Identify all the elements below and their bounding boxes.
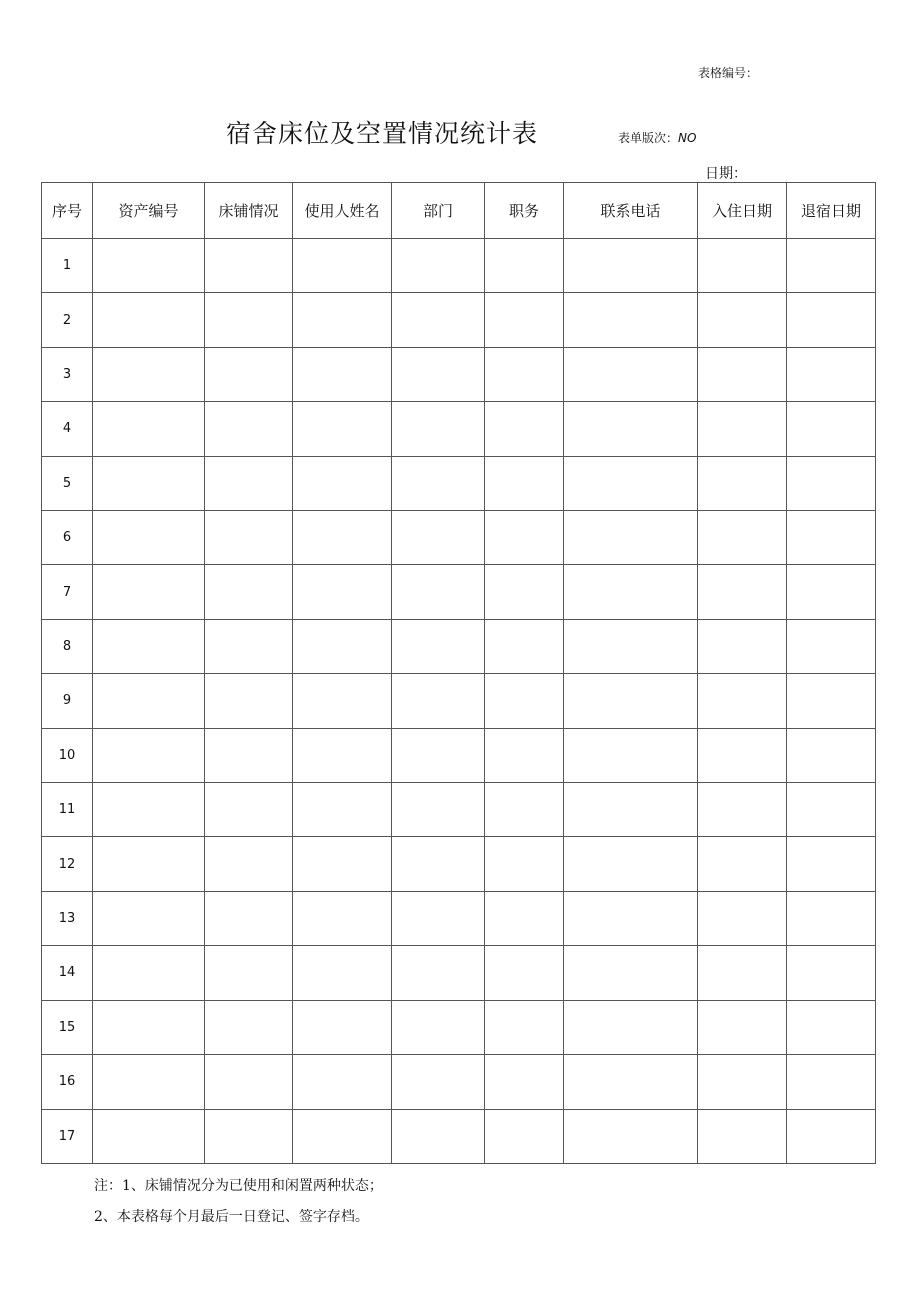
table-cell[interactable]	[698, 946, 787, 1000]
table-cell[interactable]	[293, 402, 392, 456]
table-cell[interactable]	[205, 347, 293, 401]
table-cell[interactable]	[392, 1000, 485, 1054]
page-title: 宿舍床位及空置情况统计表	[226, 119, 539, 148]
table-cell[interactable]	[698, 347, 787, 401]
date-label: 日期：	[705, 166, 747, 182]
table-cell[interactable]	[392, 619, 485, 673]
table-cell[interactable]	[293, 946, 392, 1000]
table-cell[interactable]	[564, 1109, 698, 1164]
table-row	[42, 511, 876, 565]
table-cell[interactable]	[564, 565, 698, 619]
table-row	[42, 293, 876, 347]
table-cell[interactable]	[93, 1000, 205, 1054]
table-cell[interactable]	[698, 293, 787, 347]
table-cell[interactable]	[293, 837, 392, 891]
table-cell[interactable]	[698, 1109, 787, 1164]
table-row	[42, 1055, 876, 1109]
table-cell[interactable]	[485, 1000, 564, 1054]
table-cell[interactable]	[392, 783, 485, 837]
table-cell[interactable]	[293, 456, 392, 510]
row-seq-number: 1	[42, 239, 93, 293]
table-row	[42, 783, 876, 837]
table-row	[42, 1109, 876, 1164]
table-cell[interactable]	[293, 1000, 392, 1054]
table-cell[interactable]	[93, 1055, 205, 1109]
table-cell[interactable]	[392, 293, 485, 347]
table-cell[interactable]	[392, 456, 485, 510]
table-cell[interactable]	[205, 619, 293, 673]
table-cell[interactable]	[564, 891, 698, 945]
table-cell[interactable]	[205, 1055, 293, 1109]
table-cell[interactable]	[564, 946, 698, 1000]
table-cell[interactable]	[205, 728, 293, 782]
table-cell[interactable]	[392, 946, 485, 1000]
row-seq-number: 6	[42, 511, 93, 565]
col-header-checkout-date: 退宿日期	[787, 183, 876, 239]
table-cell[interactable]	[485, 511, 564, 565]
table-cell[interactable]	[93, 456, 205, 510]
table-cell[interactable]	[485, 239, 564, 293]
form-code-label: 表格编号：	[698, 66, 759, 80]
table-cell[interactable]	[698, 402, 787, 456]
table-cell[interactable]	[787, 783, 876, 837]
table-cell[interactable]	[485, 1055, 564, 1109]
table-cell[interactable]	[205, 837, 293, 891]
table-cell[interactable]	[205, 511, 293, 565]
table-cell[interactable]	[787, 1109, 876, 1164]
col-header-position: 职务	[485, 183, 564, 239]
table-cell[interactable]	[485, 891, 564, 945]
table-cell[interactable]	[293, 347, 392, 401]
table-row	[42, 619, 876, 673]
table-cell[interactable]	[293, 293, 392, 347]
notes	[94, 1171, 383, 1233]
table-cell[interactable]	[293, 728, 392, 782]
table-cell[interactable]	[392, 347, 485, 401]
table-cell[interactable]	[787, 402, 876, 456]
table-cell[interactable]	[564, 1000, 698, 1054]
table-cell[interactable]	[392, 511, 485, 565]
table-cell[interactable]	[93, 239, 205, 293]
table-cell[interactable]	[485, 565, 564, 619]
table-cell[interactable]	[392, 674, 485, 728]
table-cell[interactable]	[93, 891, 205, 945]
table-cell[interactable]	[564, 783, 698, 837]
table-cell[interactable]	[787, 1055, 876, 1109]
table-row	[42, 456, 876, 510]
table-cell[interactable]	[564, 1055, 698, 1109]
table-cell[interactable]	[293, 565, 392, 619]
form-version	[618, 129, 696, 146]
table-row	[42, 728, 876, 782]
table-cell[interactable]	[485, 674, 564, 728]
table-cell[interactable]	[698, 891, 787, 945]
table-cell[interactable]	[787, 456, 876, 510]
table-row	[42, 837, 876, 891]
table-cell[interactable]	[93, 728, 205, 782]
table-cell[interactable]	[93, 565, 205, 619]
table-cell[interactable]	[93, 783, 205, 837]
table-cell[interactable]	[698, 511, 787, 565]
table-cell[interactable]	[93, 674, 205, 728]
row-seq-number: 10	[42, 728, 93, 782]
table-cell[interactable]	[392, 1109, 485, 1164]
table-cell[interactable]	[485, 293, 564, 347]
table-cell[interactable]	[698, 1055, 787, 1109]
table-cell[interactable]	[698, 619, 787, 673]
col-header-phone: 联系电话	[564, 183, 698, 239]
col-header-bed-status: 床铺情况	[205, 183, 293, 239]
table-cell[interactable]	[698, 783, 787, 837]
version-label: 表单版次：	[618, 131, 679, 145]
table-cell[interactable]	[564, 837, 698, 891]
row-seq-number: 4	[42, 402, 93, 456]
table-cell[interactable]	[698, 728, 787, 782]
version-value: NO	[678, 131, 697, 145]
table-cell[interactable]	[93, 837, 205, 891]
table-cell[interactable]	[392, 565, 485, 619]
table-cell[interactable]	[698, 565, 787, 619]
col-header-checkin-date: 入住日期	[698, 183, 787, 239]
row-seq-number: 15	[42, 1000, 93, 1054]
row-seq-number: 3	[42, 347, 93, 401]
table-cell[interactable]	[485, 1109, 564, 1164]
row-seq-number: 8	[42, 619, 93, 673]
table-cell[interactable]	[564, 402, 698, 456]
note-line-1: 注：1、床铺情况分为已使用和闲置两种状态；	[94, 1178, 383, 1194]
table-cell[interactable]	[93, 946, 205, 1000]
table-cell[interactable]	[485, 402, 564, 456]
row-seq-number: 14	[42, 946, 93, 1000]
table-row	[42, 946, 876, 1000]
row-seq-number: 7	[42, 565, 93, 619]
table-cell[interactable]	[293, 1109, 392, 1164]
table-cell[interactable]	[698, 674, 787, 728]
table-cell[interactable]	[698, 239, 787, 293]
table-row	[42, 1000, 876, 1054]
table-cell[interactable]	[205, 1000, 293, 1054]
table-cell[interactable]	[93, 293, 205, 347]
table-cell[interactable]	[293, 783, 392, 837]
table-cell[interactable]	[205, 946, 293, 1000]
row-seq-number: 9	[42, 674, 93, 728]
table-cell[interactable]	[392, 728, 485, 782]
table-cell[interactable]	[392, 239, 485, 293]
table-cell[interactable]	[93, 619, 205, 673]
table-row	[42, 347, 876, 401]
table-cell[interactable]	[787, 1000, 876, 1054]
table-cell[interactable]	[293, 619, 392, 673]
table-cell[interactable]	[93, 347, 205, 401]
table-row	[42, 674, 876, 728]
note-line-2: 2、本表格每个月最后一日登记、签字存档。	[94, 1209, 369, 1225]
row-seq-number: 2	[42, 293, 93, 347]
row-seq-number: 12	[42, 837, 93, 891]
table-cell[interactable]	[564, 239, 698, 293]
table-cell[interactable]	[205, 674, 293, 728]
table-cell[interactable]	[787, 674, 876, 728]
table-cell[interactable]	[293, 674, 392, 728]
table-cell[interactable]	[392, 402, 485, 456]
table-cell[interactable]	[293, 511, 392, 565]
table-cell[interactable]	[485, 946, 564, 1000]
table-cell[interactable]	[787, 891, 876, 945]
table-cell[interactable]	[205, 293, 293, 347]
table-row	[42, 565, 876, 619]
row-seq-number: 17	[42, 1109, 93, 1164]
table-row	[42, 402, 876, 456]
table-row	[42, 239, 876, 293]
table-cell[interactable]	[564, 728, 698, 782]
table-cell[interactable]	[698, 1000, 787, 1054]
col-header-user-name: 使用人姓名	[293, 183, 392, 239]
table-cell[interactable]	[205, 402, 293, 456]
table-cell[interactable]	[93, 402, 205, 456]
dormitory-bed-table	[41, 182, 876, 1164]
table-cell[interactable]	[205, 891, 293, 945]
row-seq-number: 11	[42, 783, 93, 837]
table-cell[interactable]	[93, 511, 205, 565]
table-cell[interactable]	[787, 728, 876, 782]
table-cell[interactable]	[564, 347, 698, 401]
table-cell[interactable]	[205, 239, 293, 293]
table-cell[interactable]	[485, 619, 564, 673]
table-cell[interactable]	[205, 456, 293, 510]
table-row	[42, 891, 876, 945]
table-cell[interactable]	[205, 1109, 293, 1164]
table-cell[interactable]	[485, 783, 564, 837]
table-cell[interactable]	[293, 891, 392, 945]
table-cell[interactable]	[485, 728, 564, 782]
table-cell[interactable]	[564, 619, 698, 673]
table-cell[interactable]	[564, 674, 698, 728]
table-cell[interactable]	[293, 239, 392, 293]
col-header-asset-no: 资产编号	[93, 183, 205, 239]
table-cell[interactable]	[564, 456, 698, 510]
table-cell[interactable]	[485, 837, 564, 891]
table-cell[interactable]	[392, 1055, 485, 1109]
table-cell[interactable]	[93, 1109, 205, 1164]
table-cell[interactable]	[392, 891, 485, 945]
table-cell[interactable]	[698, 456, 787, 510]
col-header-seq: 序号	[42, 183, 93, 239]
row-seq-number: 13	[42, 891, 93, 945]
table-header-row	[42, 183, 876, 239]
table-cell[interactable]	[787, 565, 876, 619]
table-cell[interactable]	[293, 1055, 392, 1109]
table-cell[interactable]	[787, 619, 876, 673]
table-cell[interactable]	[205, 565, 293, 619]
table-cell[interactable]	[787, 293, 876, 347]
table-cell[interactable]	[787, 837, 876, 891]
table-cell[interactable]	[787, 946, 876, 1000]
col-header-department: 部门	[392, 183, 485, 239]
table-cell[interactable]	[392, 837, 485, 891]
table-cell[interactable]	[564, 511, 698, 565]
row-seq-number: 16	[42, 1055, 93, 1109]
row-seq-number: 5	[42, 456, 93, 510]
table-cell[interactable]	[787, 347, 876, 401]
table-cell[interactable]	[698, 837, 787, 891]
table-cell[interactable]	[485, 456, 564, 510]
table-cell[interactable]	[485, 347, 564, 401]
table-cell[interactable]	[205, 783, 293, 837]
table-cell[interactable]	[564, 293, 698, 347]
table-cell[interactable]	[787, 239, 876, 293]
table-cell[interactable]	[787, 511, 876, 565]
